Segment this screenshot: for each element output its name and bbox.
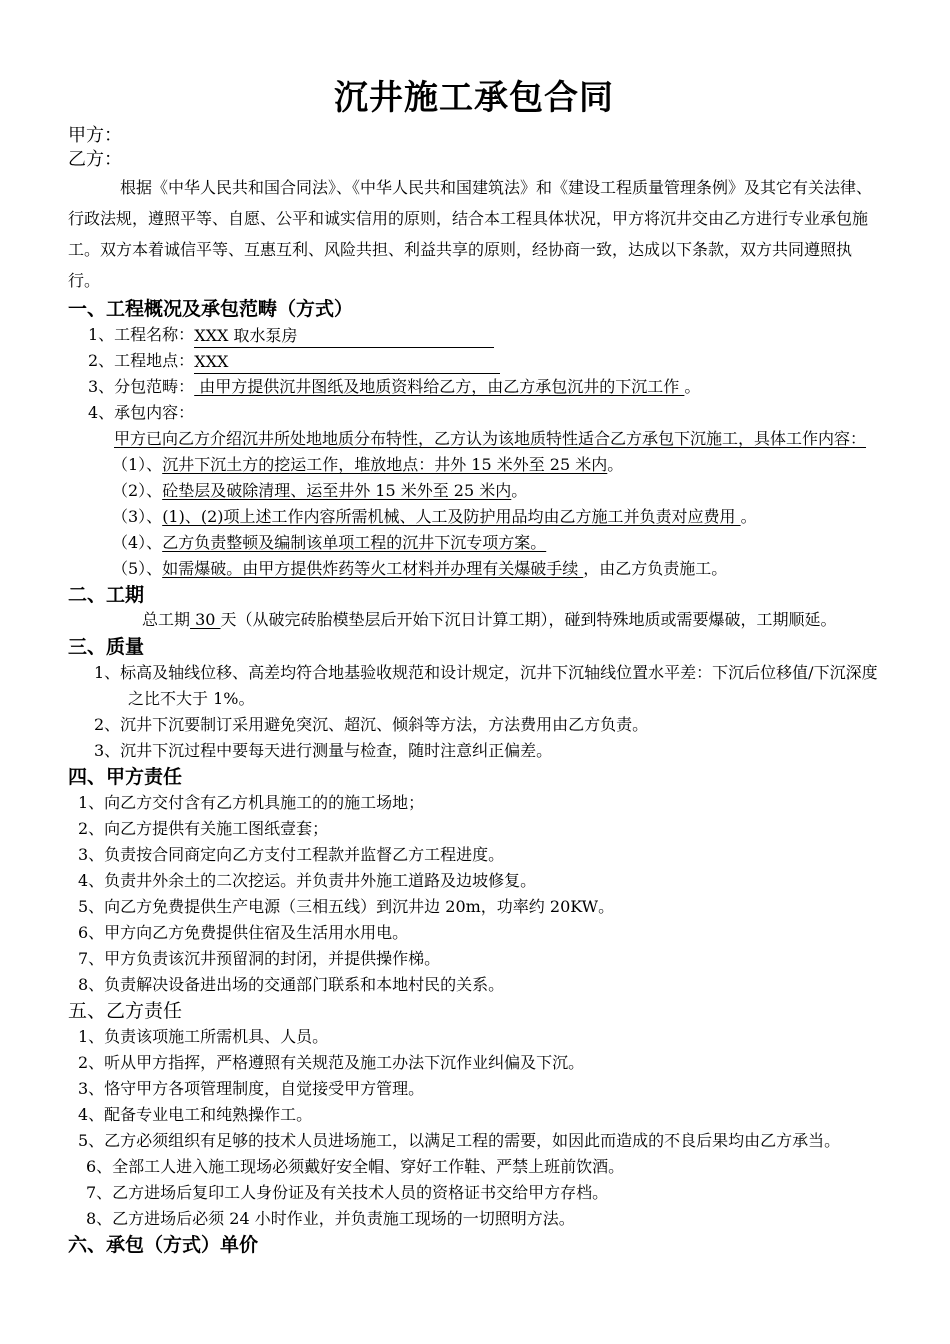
party-a-duty: 4、负责井外余土的二次挖运。并负责井外施工道路及边坡修复。 [78,871,537,890]
section-3-heading: 三、质量 [68,636,145,658]
duration-days: 30 [190,610,221,629]
intro-text: 根据《中华人民共和国合同法》、《中华人民共和国建筑法》和《建设工程质量管理条例》及其它有关法律、行政法规，遵照平等、自愿、公平和诚实信用的原则，结合本工程具体状况，甲方将沉井交由乙方进行专业承包施工。双方本着诚信平等、互惠互利、风险共担、利益共享的原则，经协商一致，达成以下条款，双方共同遵照执行。 [68,178,873,290]
scope-item-1-end: 。 [607,455,624,474]
scope-end: 。 [684,377,701,396]
scope-item-5-prefix: （5）、 [112,559,163,578]
project-name-label: 1、工程名称： [88,325,195,344]
section-4-heading: 四、甲方责任 [68,766,183,788]
party-b-duty: 3、恪守甲方各项管理制度，自觉接受甲方管理。 [78,1079,425,1098]
scope-item-1-text: 沉井下沉土方的挖运工作，堆放地点：井外 15 米外至 25 米内 [162,455,608,474]
section-5-heading: 五、乙方责任 [68,1000,183,1022]
content-text: 甲方已向乙方介绍沉井所处地地质分布特性，乙方认为该地质特性适合乙方承包下沉施工，具体工作内容： [114,429,867,448]
quality-item: 3、沉井下沉过程中要每天进行测量与检查，随时注意纠正偏差。 [94,741,553,760]
section-1-heading: 一、工程概况及承包范畴（方式） [68,298,354,320]
party-b-label: 乙方： [68,149,122,170]
scope-item-3-prefix: （3）、 [112,507,163,526]
party-b-duty: 8、乙方进场后必须 24 小时作业，并负责施工现场的一切照明方法。 [86,1209,575,1228]
party-b-duty: 5、乙方必须组织有足够的技术人员进场施工，以满足工程的需要，如因此而造成的不良后果均由乙方承当。 [78,1131,841,1150]
party-b-duty: 1、负责该项施工所需机具、人员。 [78,1027,329,1046]
party-b-duty: 2、听从甲方指挥，严格遵照有关规范及施工办法下沉作业纠偏及下沉。 [78,1053,585,1072]
party-a-label: 甲方： [68,125,122,146]
party-b-duty: 6、全部工人进入施工现场必须戴好安全帽、穿好工作鞋、严禁上班前饮酒。 [86,1157,625,1176]
project-site-row [68,348,880,374]
section-2-heading: 二、工期 [68,584,145,606]
scope-label: 3、分包范畴： [88,377,195,396]
project-name-value: XXX 取水泵房 [194,325,494,348]
scope-item-3-end: 。 [740,507,757,526]
document-title: 沉井施工承包合同 [334,78,614,118]
scope-item-4-prefix: （4）、 [112,533,163,552]
duration-paragraph [68,608,880,634]
scope-item-1 [68,452,880,478]
project-site-value: XXX [194,351,500,374]
party-a-duty: 8、负责解决设备进出场的交通部门联系和本地村民的关系。 [78,975,505,994]
scope-row [68,374,880,400]
scope-item-4-text: 乙方负责整顿及编制该单项工程的沉井下沉专项方案。 [162,533,547,552]
scope-item-3-text: (1)、(2)项上述工作内容所需机械、人工及防护用品均由乙方施工并负责对应费用 [162,507,741,526]
party-a-duty: 1、向乙方交付含有乙方机具施工的的施工场地； [78,793,425,812]
scope-item-5-text: 如需爆破。由甲方提供炸药等火工材料并办理有关爆破手续 [162,559,584,578]
scope-item-5 [68,556,880,582]
party-a-duty: 2、向乙方提供有关施工图纸壹套； [78,819,329,838]
project-site-label: 2、工程地点： [88,351,195,370]
scope-value: 由甲方提供沉井图纸及地质资料给乙方，由乙方承包沉井的下沉工作 [194,377,685,396]
scope-item-2-text: 砼垫层及破除清理、运至井外 15 米外至 25 米内 [162,481,512,500]
section-6-heading: 六、承包（方式）单价 [68,1234,259,1256]
scope-item-2 [68,478,880,504]
party-b-duty: 7、乙方进场后复印工人身份证及有关技术人员的资格证书交给甲方存档。 [86,1183,609,1202]
duration-pre: 总工期 [142,610,191,629]
scope-item-2-end: 。 [511,481,528,500]
content-label-row [68,400,880,426]
party-b-duty: 4、配备专业电工和纯熟操作工。 [78,1105,313,1124]
intro-paragraph [68,172,880,296]
party-a-duty: 5、向乙方免费提供生产电源（三相五线）到沉井边 20m，功率约 20KW。 [78,897,615,916]
content-label: 4、承包内容： [88,403,195,422]
quality-item: 2、沉井下沉要制订采用避免突沉、超沉、倾斜等方法，方法费用由乙方负责。 [94,715,649,734]
scope-item-1-prefix: （1）、 [112,455,163,474]
scope-item-4 [68,530,880,556]
content-text-block [68,426,880,452]
party-a-duty: 3、负责按合同商定向乙方支付工程款并监督乙方工程进度。 [78,845,505,864]
scope-item-3 [68,504,880,530]
party-a-duty: 6、甲方向乙方免费提供住宿及生活用水用电。 [78,923,409,942]
project-name-row [68,322,880,348]
quality-item: 1、标高及轴线位移、高差均符合地基验收规范和设计规定，沉井下沉轴线位置水平差：下沉后位移值/下沉深度之比不大于 1%。 [94,663,878,708]
scope-item-5-end: ，由乙方负责施工。 [583,559,728,578]
duration-post: 天（从破完砖胎模垫层后开始下沉日计算工期），碰到特殊地质或需要爆破，工期顺延。 [220,610,837,629]
party-a-duty: 7、甲方负责该沉井预留洞的封闭，并提供操作梯。 [78,949,441,968]
scope-item-2-prefix: （2）、 [112,481,163,500]
